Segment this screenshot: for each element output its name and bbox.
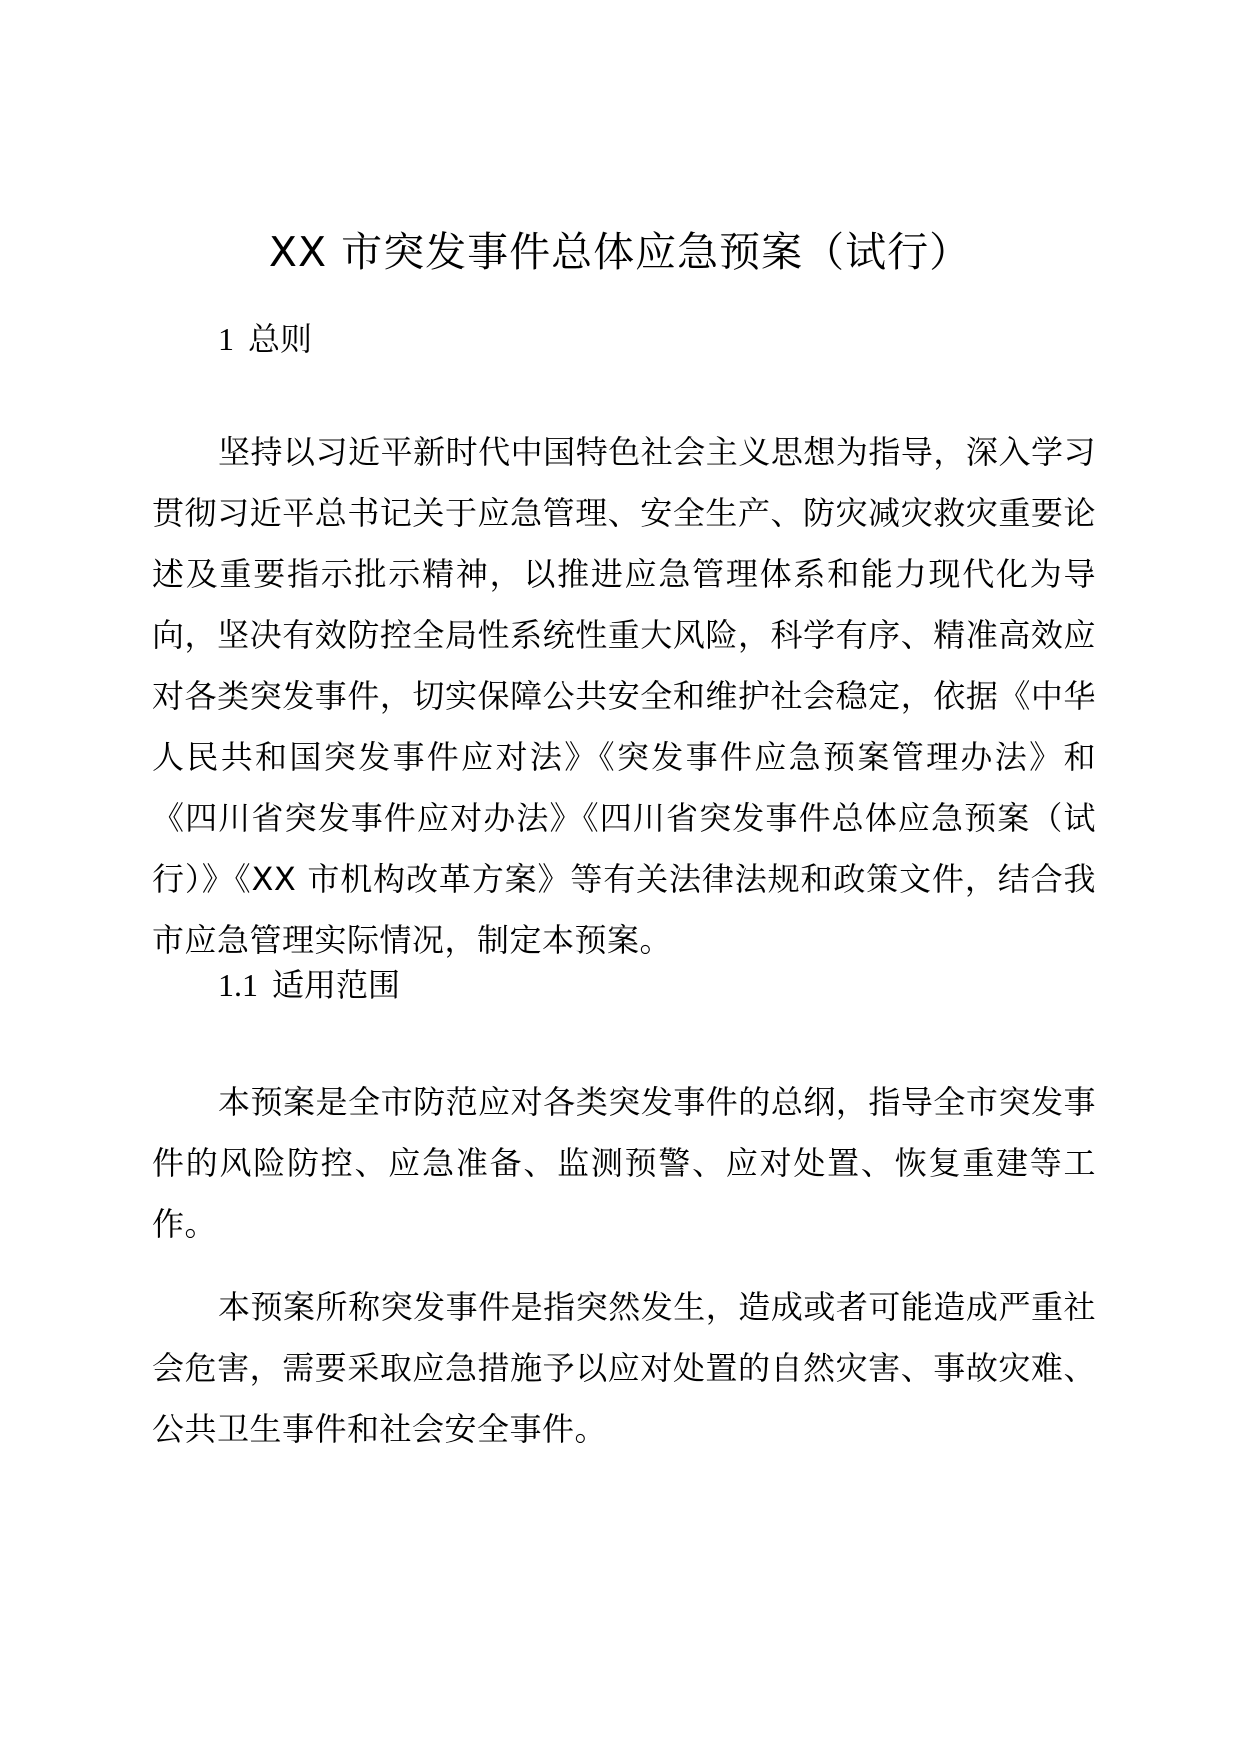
paragraph-general-principles: 坚持以习近平新时代中国特色社会主义思想为指导，深入学习贯彻习近平总书记关于应急管理、安全生产、防灾减灾救灾重要论述及重要指示批示精神，以推进应急管理体系和能力现代化为导向，坚决有效防控全局性系统性重大风险，科学有序、精准高效应对各类突发事件，切实保障公共安全和维护社会稳定，依据《中华人民共和国突发事件应对法》《突发事件应急预案管理办法》和《四川省突发事件应对办法》《四川省突发事件总体应急预案（试行）》《XX 市机构改革方案》等有关法律法规和政策文件，结合我市应急管理实际情况，制定本预案。 <box>152 433 1096 959</box>
section-heading-1-1 <box>218 960 400 1010</box>
section-heading-1 <box>218 314 312 364</box>
section-number: 1 <box>218 321 234 357</box>
paragraph-scope: 本预案是全市防范应对各类突发事件的总纲，指导全市突发事件的风险防控、应急准备、监测预警、应对处置、恢复重建等工作。 <box>152 1083 1096 1243</box>
document-title: XX 市突发事件总体应急预案（试行） <box>268 228 972 276</box>
paragraph-definition: 本预案所称突发事件是指突然发生，造成或者可能造成严重社会危害，需要采取应急措施予以应对处置的自然灾害、事故灾难、公共卫生事件和社会安全事件。 <box>152 1288 1096 1448</box>
section-number: 1.1 <box>218 967 258 1003</box>
section-title: 适用范围 <box>272 966 401 1004</box>
section-title: 总则 <box>248 320 313 358</box>
